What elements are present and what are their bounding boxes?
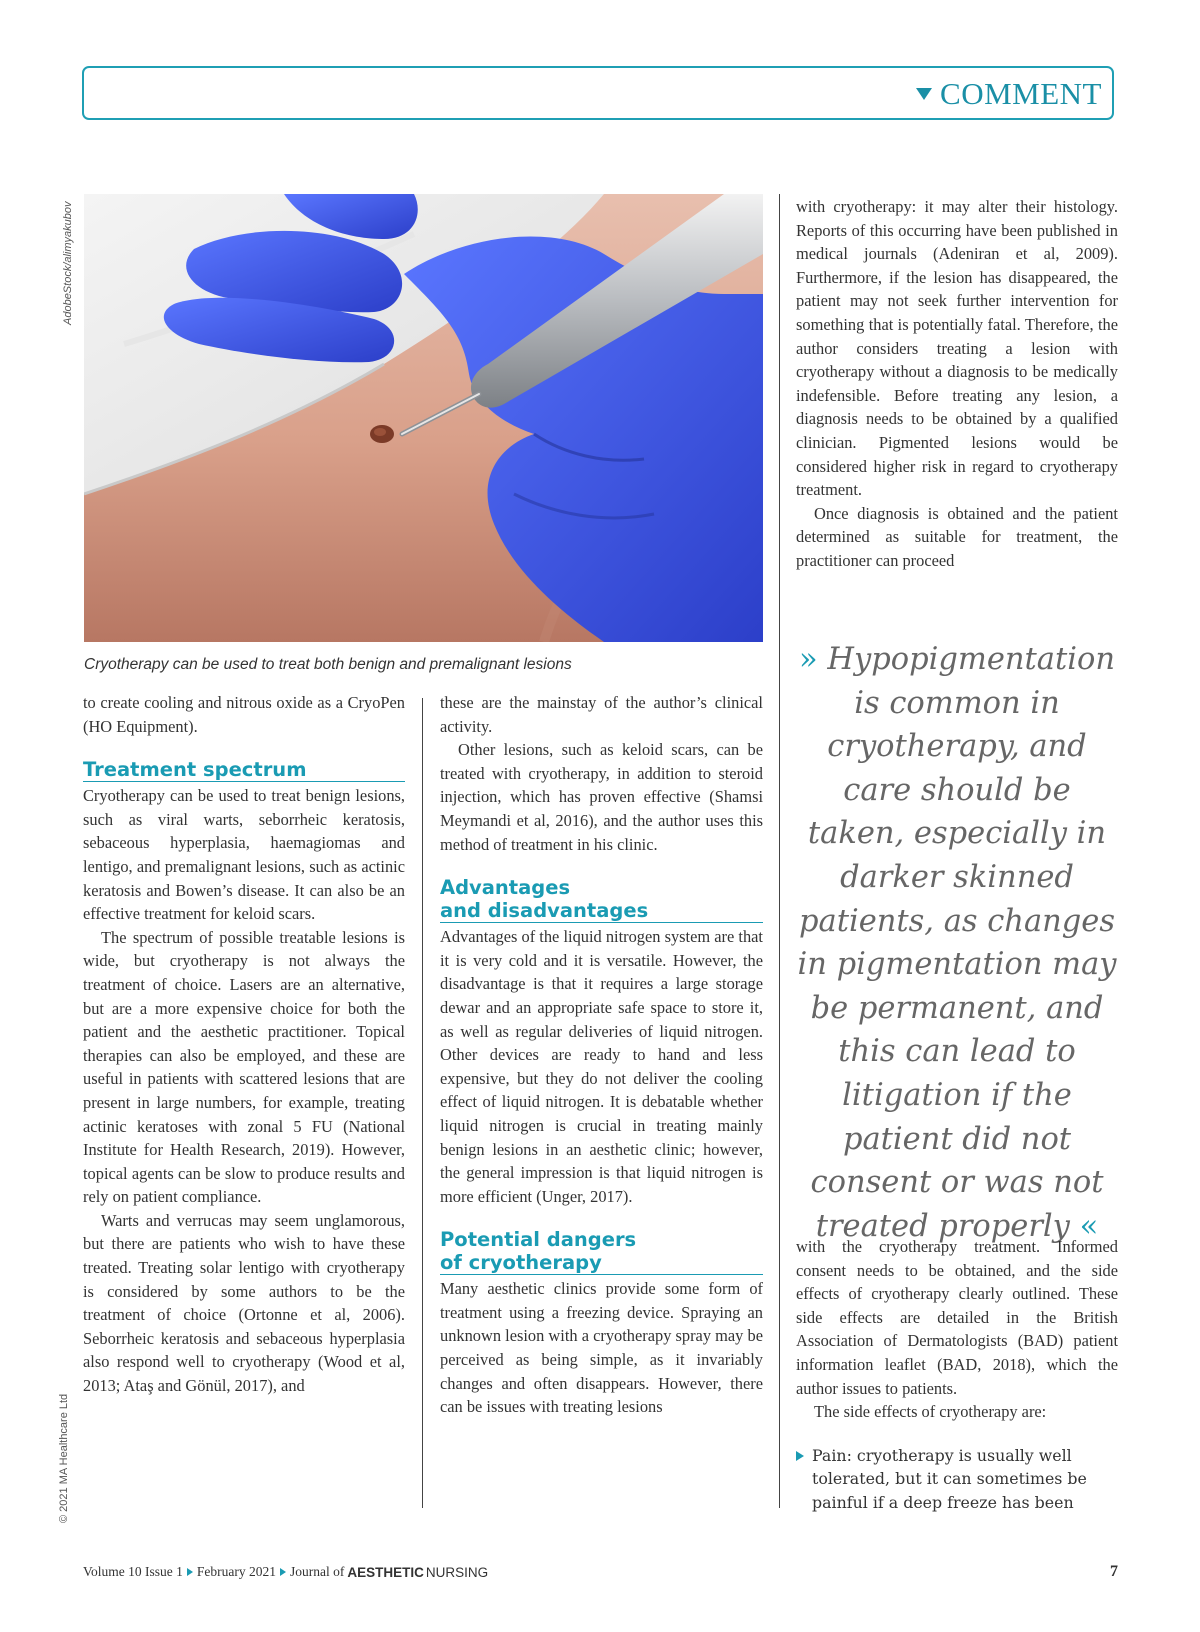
page-number: 7 xyxy=(1110,1563,1118,1580)
paragraph: Cryotherapy can be used to treat benign lesions, such as viral warts, seborrheic keratosis, sebaceous hyperplasia, haemagiomas and lentigo, and premalignant lesions, such as actinic keratosis and Bowen’s disease. It can also be an effective treatment for keloid scars. xyxy=(83,786,405,924)
text-column-3-top xyxy=(796,195,1118,573)
heading-line: and disadvantages xyxy=(440,899,649,923)
section-heading-potential-dangers xyxy=(440,1228,763,1275)
heading-line: Advantages xyxy=(440,876,571,900)
paragraph: with the cryotherapy treatment. Informed consent needs to be obtained, and the side effects of cryotherapy clearly outlined. These side effects are detailed in the British Association of Dermatologists (BAD) patient information leaflet (BAD, 2018), which the author issues to patients. xyxy=(796,1237,1118,1398)
bullet-triangle-icon xyxy=(796,1451,804,1461)
footer-journal-prefix: Journal of xyxy=(289,1564,345,1579)
footer-journal-bold: AESTHETIC xyxy=(347,1564,424,1580)
quote-close-mark: « xyxy=(1079,1208,1099,1244)
heading-line: of cryotherapy xyxy=(440,1251,602,1275)
quote-open-mark: » xyxy=(799,642,818,677)
side-effects-list xyxy=(796,1444,1118,1515)
pull-quote-text: Hypopigmentation is common in cryotherapy, and care should be taken, especially in darker skinned patients, as changes in pigmentation may be permanent, and this can lead to litigation if the patient did not consent or was not treated properly xyxy=(797,642,1117,1244)
page-footer xyxy=(83,1563,1118,1581)
paragraph: these are the mainstay of the author’s clinical activity. xyxy=(440,693,763,736)
pull-quote xyxy=(796,638,1118,1248)
heading-line: Potential dangers xyxy=(440,1228,637,1252)
copyright-notice: © 2021 MA Healthcare Ltd xyxy=(58,1393,70,1523)
section-heading-advantages xyxy=(440,876,763,923)
column-divider xyxy=(779,194,780,1508)
text-column-1 xyxy=(83,691,405,1398)
paragraph: The spectrum of possible treatable lesions is wide, but cryotherapy is not always the treatment of choice. Lasers are an alternative, but are a more expensive choice for both the patient and the aesthetic practitioner. Topical therapies can also be employed, and these are useful in patients with scattered lesions that are present in large numbers, for example, treating actinic keratoses with zonal 5 FU (National Institute for Health Research, 2019). However, topical agents can be slow to produce results and rely on patient compliance. xyxy=(83,927,405,1207)
section-label-text: COMMENT xyxy=(940,76,1102,111)
triangle-right-icon xyxy=(187,1568,193,1576)
paragraph: Other lesions, such as keloid scars, can be treated with cryotherapy, in addition to steroid injection, which has proven effective (Shamsi Meymandi et al, 2016), and the author uses this method of treatment in his clinic. xyxy=(440,740,763,854)
footer-journal-suffix: NURSING xyxy=(425,1564,489,1580)
footer-date: February 2021 xyxy=(196,1564,276,1579)
section-header-bar xyxy=(82,66,1114,120)
triangle-right-icon xyxy=(280,1568,286,1576)
list-item-text: Pain: cryotherapy is usually well tolerated, but it can sometimes be painful if a deep freeze has been xyxy=(812,1445,1087,1512)
column-divider xyxy=(422,698,423,1508)
photo-credit: AdobeStock/alimyakubov xyxy=(62,201,74,325)
paragraph: with cryotherapy: it may alter their histology. Reports of this occurring have been published in medical journals (Adeniran et al, 2009). Furthermore, if the lesion has disappeared, the patient may not seek further intervention for something that is potentially fatal. Therefore, the author considers treating a lesion with cryotherapy without a diagnosis to be medically indefensible. Before treating any lesion, a diagnosis needs to be obtained by a qualified clinician. Pigmented lesions would be considered higher risk in regard to cryotherapy treatment. xyxy=(796,197,1118,500)
text-column-3-bottom xyxy=(796,1235,1118,1515)
triangle-down-icon xyxy=(916,88,932,100)
cryotherapy-photo xyxy=(84,194,763,642)
paragraph: to create cooling and nitrous oxide as a CryoPen (HO Equipment). xyxy=(83,693,405,736)
section-heading-treatment-spectrum: Treatment spectrum xyxy=(83,758,405,782)
paragraph: Advantages of the liquid nitrogen system are that it is very cold and it is versatile. However, the disadvantage is that it requires a large storage dewar and an appropriate safe space to store it, as well as regular deliveries of liquid nitrogen. Other devices are ready to hand and less expensive, but they do not deliver the cooling effect of liquid nitrogen. It is debatable whether liquid nitrogen is crucial in treating mainly benign lesions in an aesthetic clinic; however, the general impression is that liquid nitrogen is more efficient (Unger, 2017). xyxy=(440,927,763,1206)
paragraph: Many aesthetic clinics provide some form of treatment using a freezing device. Spraying an unknown lesion with a cryotherapy spray may be perceived as being simple, as it invariably changes and often disappears. However, there can be issues with treating lesions xyxy=(440,1279,763,1417)
figure-caption: Cryotherapy can be used to treat both benign and premalignant lesions xyxy=(84,656,572,673)
list-item xyxy=(796,1444,1118,1515)
text-column-2 xyxy=(440,691,763,1419)
paragraph: Warts and verrucas may seem unglamorous, but there are patients who wish to have these treated. Treating solar lentigo with cryotherapy is considered by some authors to be the treatment of choice (Ortonne et al, 2006). Seborrheic keratosis and sebaceous hyperplasia also respond well to cryotherapy (Wood et al, 2013; Ataş and Gönül, 2017), and xyxy=(83,1210,405,1396)
paragraph: Once diagnosis is obtained and the patient determined as suitable for treatment, the practitioner can proceed xyxy=(796,503,1118,570)
section-label xyxy=(916,76,1102,112)
paragraph: The side effects of cryotherapy are: xyxy=(814,1402,1047,1422)
footer-volume: Volume 10 Issue 1 xyxy=(83,1564,183,1579)
